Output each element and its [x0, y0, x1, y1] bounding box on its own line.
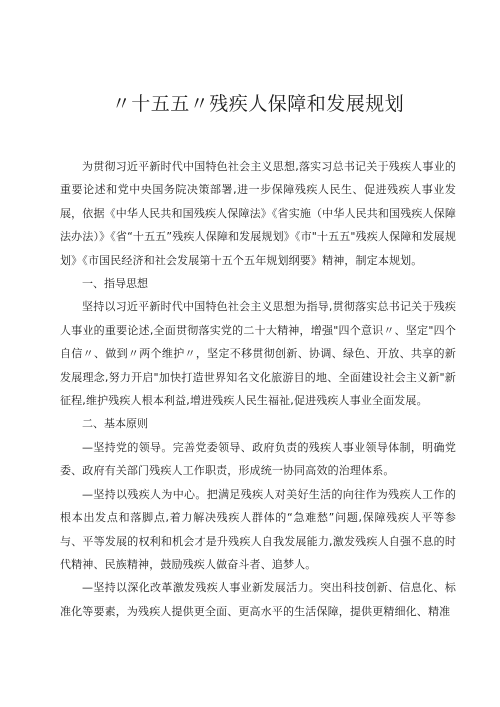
principle-party-leadership: —坚持党的领导。完善党委领导、政府负责的残疾人事业领导体制，明确党委、政府有关部门残疾人工作职责，形成统一协同高效的治理体系。 [60, 440, 456, 478]
section-heading-guiding-ideology: 一、指导思想 [82, 277, 148, 291]
intro-paragraph: 为贯彻习近平新时代中国特色社会主义思想,落实习总书记关于残疾人事业的重要论述和党中央国务院决策部署,进一步保障残疾人民生、促进残疾人事业发展，依据《中华人民共和国残疾人保障法》《省实施（中华人民共和国残疾人保障法办法）》《省“十五五”残疾人保障和发展规划》《市"十五五"残疾人保障和发展规划》《市国民经济和社会发展第十五个五年规划纲要》精神，制定本规划。 [60, 160, 456, 267]
document-title: 〃十五五〃残疾人保障和发展规划 [111, 93, 405, 115]
principle-deepen-reform: —坚持以深化改革激发残疾人事业新发展活力。突出科技创新、信息化、标准化等要素，为残疾人提供更全面、更高水平的生活保障，提供更精细化、精准 [60, 581, 456, 618]
section-heading-basic-principles: 二、基本原则 [82, 417, 148, 431]
guiding-ideology-paragraph: 坚持以习近平新时代中国特色社会主义思想为指导,贯彻落实总书记关于残疾人事业的重要论述,全面贯彻落实党的二十大精神，增强"四个意识〃、坚定"四个自信〃、做到〃两个维护〃，坚定不移贯彻创新、协调、绿色、开放、共享的新发展理念,努力开启"加快打造世界知名文化旅游目的地、全面建设社会主义新"新征程,维护残疾人根本利益,增进残疾人民生福祉,促进残疾人事业全面发展。 [60, 300, 456, 408]
principle-people-centered: —坚持以残疾人为中心。把满足残疾人对美好生活的向往作为残疾人工作的根本出发点和落脚点,着力解决残疾人群体的“急难愁”问题,保障残疾人平等参与、平等发展的权利和机会才是升残疾人自我发展能力,激发残疾人自强不息的时代精神、民族精神，鼓励残疾人做奋斗者、追梦人。 [60, 487, 456, 571]
